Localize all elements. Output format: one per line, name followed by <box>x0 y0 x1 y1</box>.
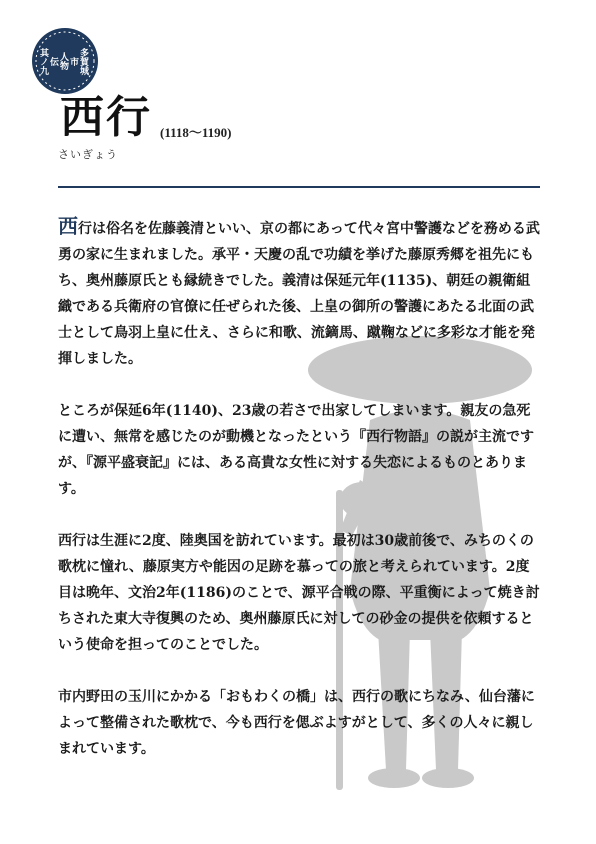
seal-text <box>38 32 88 90</box>
seal-line: 人物 <box>58 52 68 70</box>
paragraph-2: ところが保延6年(1140)、23歳の若さで出家してしまいます。親友の急死に遭い、無常を感じたのが動機となったという『西行物語』の説が主流ですが、『源平盛衰記』には、ある高貴な女性に対する失恋によるものとあります。 <box>58 403 534 497</box>
header-divider <box>58 186 540 188</box>
seal-line: 其ノ九 <box>38 47 48 75</box>
name-reading: さいぎょう <box>58 148 118 161</box>
paragraph-4: 市内野田の玉川にかかる「おもわくの橋」は、西行の歌にちなみ、仙台藩によって整備された歌枕で、今も西行を偲ぶよすがとして、多くの人々に親しまれています。 <box>58 689 535 757</box>
paragraph-1 <box>58 214 542 372</box>
life-years: (1118～1190) <box>160 125 232 140</box>
city-seal-icon <box>30 26 100 96</box>
seal-line: 伝 <box>48 56 58 66</box>
paragraph-text: 行は俗名を佐藤義清といい、京の都にあって代々宮中警護などを務める武勇の家に生まれました。承平・天慶の乱で功績を挙げた藤原秀郷を祖先にもち、奥州藤原氏とも縁続きでした。義清は保延元年(1135)、朝廷の親衛組織である兵衛府の官僚に任ぜられた後、上皇の御所の警護にあたる北面の武士として鳥羽上皇に仕え、さらに和歌、流鏑馬、蹴鞠などに多彩な才能を発揮しました。 <box>58 221 540 367</box>
seal-line: 多賀城 <box>78 47 88 75</box>
dropcap: 西 <box>58 216 78 238</box>
page-title: 西行 <box>60 93 152 142</box>
paragraph-3: 西行は生涯に2度、陸奥国を訪れています。最初は30歳前後で、みちのくの歌枕に憧れ、藤原実方や能因の足跡を慕っての旅と考えられています。2度目は晩年、文治2年(1186)のことで、源平合戦の際、平重衡によって焼き討ちされた東大寺復興のため、奥州藤原氏に対しての砂金の提供を依頼するという使命を担ってのことでした。 <box>58 533 540 653</box>
seal-line: 市 <box>68 56 78 66</box>
biography-text <box>58 214 542 788</box>
